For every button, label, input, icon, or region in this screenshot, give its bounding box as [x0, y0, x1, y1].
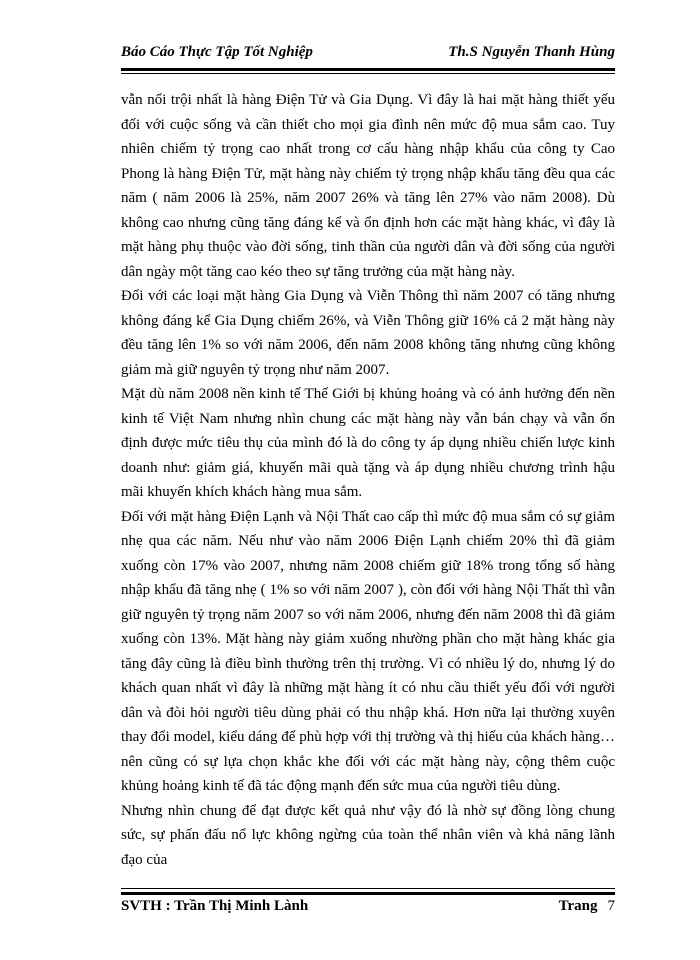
- footer-rule-thick: [121, 892, 615, 895]
- paragraph: vẫn nổi trội nhất là hàng Điện Tử và Gia Dụng. Vì đây là hai mặt hàng thiết yếu đối với cuộc sống và cần thiết cho mọi gia đình nên mức độ mua sắm cao. Tuy nhiên chiếm tỷ trọng cao nhất trong cơ cấu hàng nhập khẩu của công ty Cao Phong là hàng Điện Tử, mặt hàng này chiếm tỷ trọng nhập khẩu tăng đều qua các năm ( năm 2006 là 25%, năm 2007 26% và tăng lên 27% vào năm 2008). Dù không cao nhưng cũng tăng đáng kể và ổn định hơn các mặt hàng khác, vì đây là mặt hàng phụ thuộc vào đời sống, tinh thần của người dân và đời sống của người dân ngày một tăng cao kéo theo sự tăng trưởng của mặt hàng này.: [121, 92, 615, 280]
- paragraph: Mặt dù năm 2008 nền kinh tế Thế Giới bị khủng hoảng và có ảnh hưởng đến nền kinh tế Việt Nam nhưng nhìn chung các mặt hàng này vẫn bán chạy và vẫn ổn định được mức tiêu thụ của mình đó là do công ty áp dụng nhiều chiến lược kinh doanh như: giảm giá, khuyến mãi quà tặng và áp dụng nhiều chương trình hậu mãi khuyến khích khách hàng mua sắm.: [121, 386, 615, 500]
- page-label: Trang: [558, 898, 598, 914]
- footer-rule-thin: [121, 888, 615, 889]
- page-body: [121, 88, 615, 872]
- page-footer: [121, 898, 615, 922]
- paragraph: Đối với các loại mặt hàng Gia Dụng và Viễn Thông thì năm 2007 có tăng nhưng không đáng kể Gia Dụng chiếm 26%, và Viễn Thông giữ 16% cả 2 mặt hàng này đều tăng lên 1% so với năm 2006, đến năm 2008 không tăng nhưng cũng không giảm mà giữ nguyên tỷ trọng như năm 2007.: [121, 288, 615, 378]
- paragraph: Nhưng nhìn chung để đạt được kết quả như vậy đó là nhờ sự đồng lòng chung sức, sự phấn đấu nổ lực không ngừng của toàn thể nhân viên và khả năng lãnh đạo của: [121, 802, 615, 868]
- page-header: [121, 44, 615, 68]
- student-name: SVTH : Trần Thị Minh Lành: [121, 898, 309, 914]
- paragraph: Đối với mặt hàng Điện Lạnh và Nội Thất cao cấp thì mức độ mua sắm có sự giảm nhẹ qua các năm. Nếu như vào năm 2006 Điện Lạnh chiếm 20% thì đã giảm xuống còn 17% vào 2007, nhưng năm 2008 chiếm giữ 18% trong tổng số hàng nhập khẩu đã tăng nhẹ ( 1% so với năm 2007 ), còn đối với hàng Nội Thất thì vẫn giữ nguyên tỷ trọng năm 2007 so với năm 2006, nhưng đến năm 2008 thì đã giảm xuống còn 13%. Mặt hàng này giảm xuống nhường phần cho mặt hàng khác gia tăng đây cũng là điều bình thường trên thị trường. Vì có nhiều lý do, nhưng lý do khách quan nhất vì đây là những mặt hàng ít có nhu cầu thiết yếu đối với người dân và đòi hỏi người tiêu dùng phải có thu nhập khá. Hơn nữa lại thường xuyên thay đổi model, kiểu dáng để phù hợp với thị trường và thị hiếu của khách hàng… nên cũng có sự lựa chọn khắc khe đối với các mặt hàng này, cộng thêm cuộc khủng hoảng kinh tế đã tác động mạnh đến sức mua của người tiêu dùng.: [121, 508, 615, 794]
- report-title: Báo Cáo Thực Tập Tốt Nghiệp: [121, 44, 313, 60]
- header-rule-thick: [121, 68, 615, 71]
- header-rule-thin: [121, 73, 615, 74]
- supervisor-name: Th.S Nguyễn Thanh Hùng: [448, 44, 615, 60]
- page-number: 7: [607, 898, 615, 914]
- page-indicator: [559, 898, 615, 915]
